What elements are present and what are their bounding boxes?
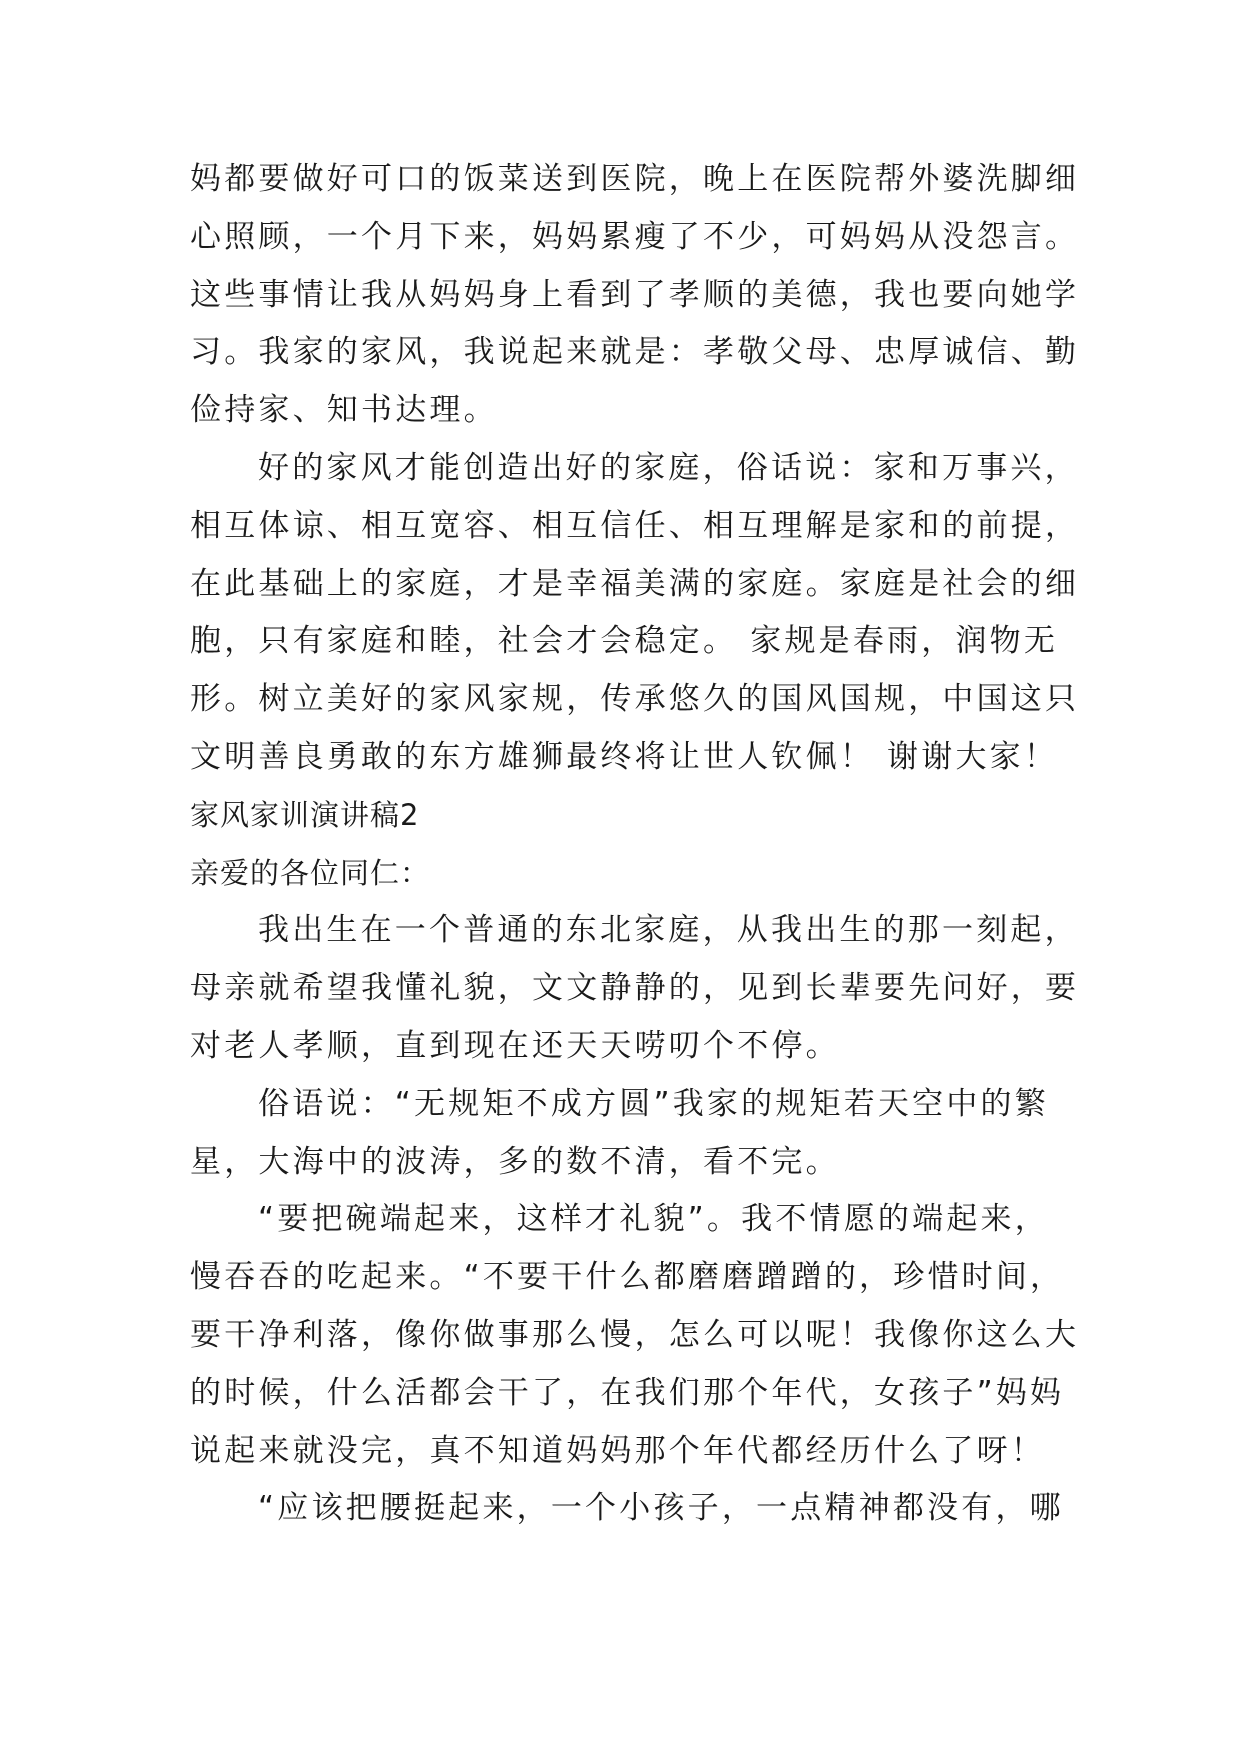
paragraph-posture: “应该把腰挺起来，一个小孩子，一点精神都没有，哪	[258, 1490, 1064, 1527]
document-body	[190, 151, 1080, 1538]
paragraph-birth: 我出生在一个普通的东北家庭，从我出生的那一刻起，母亲就希望我懂礼貌，文文静静的，见到长辈要先问好，要对老人孝顺，直到现在还天天唠叨个不停。	[190, 912, 1080, 1064]
paragraph-bowl: “要把碗端起来，这样才礼貌”。我不情愿的端起来，慢吞吞的吃起来。“不要干什么都磨磨蹭蹭的，珍惜时间，要干净利落，像你做事那么慢，怎么可以呢！我像你这么大的时候，什么活都会干了，在我们那个年代，女孩子”妈妈说起来就没完，真不知道妈妈那个年代都经历什么了呀！	[190, 1201, 1080, 1469]
paragraph-family-harmony: 好的家风才能创造出好的家庭，俗话说：家和万事兴，相互体谅、相互宽容、相互信任、相互理解是家和的前提，在此基础上的家庭，才是幸福美满的家庭。家庭是社会的细胞，只有家庭和睦，社会才会稳定。 家规是春雨，润物无形。树立美好的家风家规，传承悠久的国风国规，中国这只文明善良勇敢的东方雄狮最终将让世人钦佩！ 谢谢大家！	[190, 449, 1080, 775]
paragraph-rules: 俗语说：“无规矩不成方圆”我家的规矩若天空中的繁星，大海中的波涛，多的数不清，看不完。	[190, 1085, 1049, 1180]
paragraph-continuation: 妈都要做好可口的饭菜送到医院，晚上在医院帮外婆洗脚细心照顾，一个月下来，妈妈累瘦了不少，可妈妈从没怨言。这些事情让我从妈妈身上看到了孝顺的美德，我也要向她学习。我家的家风，我说起来就是：孝敬父母、忠厚诚信、勤俭持家、知书达理。	[190, 161, 1080, 429]
section-title: 家风家训演讲稿2	[190, 797, 420, 832]
salutation: 亲爱的各位同仁：	[190, 855, 431, 890]
